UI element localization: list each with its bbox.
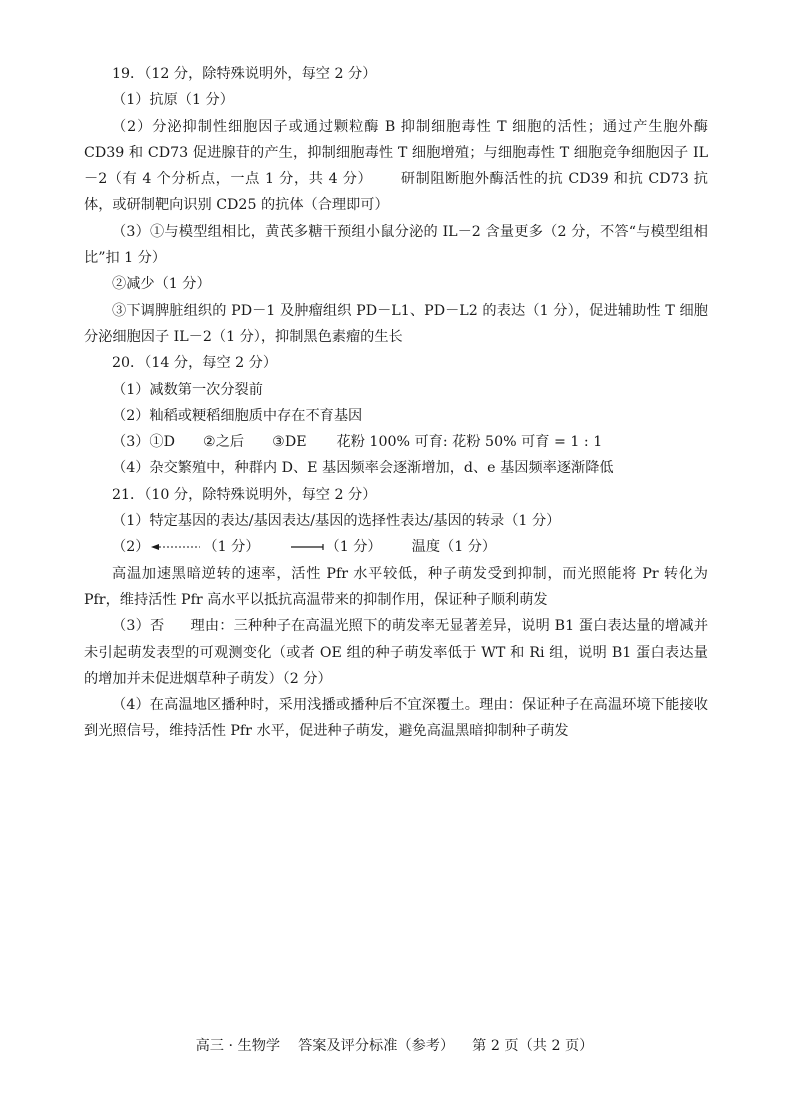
q21-part3 <box>84 613 708 692</box>
footer-title: 答案及评分标准（参考） <box>298 1038 455 1054</box>
page-footer <box>0 1036 789 1056</box>
q20-part3-answer-c: ③DE <box>272 434 307 451</box>
dashed-arrow-icon <box>151 542 201 552</box>
q19-part2 <box>84 114 708 219</box>
q21-part2 <box>84 534 708 560</box>
q21-part3-label: （3）否 <box>112 618 165 635</box>
q19-part3-a: （3）①与模型组相比，黄芪多糖干预组小鼠分泌的 IL－2 含量更多（2 分，不答“与模型组相比”扣 1 分） <box>84 223 708 267</box>
q21-part2-score-b: （1 分） <box>325 539 382 556</box>
q19-part3-c: ③下调脾脏组织的 PD－1 及肿瘤组织 PD－L1、PD－L2 的表达（1 分），促进辅助性 T 细胞分泌细胞因子 IL－2（1 分），抑制黑色素瘤的生长 <box>84 302 708 345</box>
q19-header: 19．（12 分，除特殊说明外，每空 2 分） <box>112 66 377 82</box>
q21-part2-score-a: （1 分） <box>203 539 260 556</box>
solid-inhibition-line-icon <box>290 542 324 552</box>
q20-part1: （1）减数第一次分裂前 <box>112 381 263 398</box>
q20-part4: （4）杂交繁殖中，种群内 D、E 基因频率会逐渐增加，d、e 基因频率逐渐降低 <box>112 460 614 477</box>
footer-subject: 高三 · 生物学 <box>195 1038 281 1054</box>
q20-part3-label: （3） <box>112 434 150 451</box>
q21-part3-reason: 理由：三种种子在高温光照下的萌发率无显著差异，说明 B1 蛋白表达量的增减并未引起萌发表型的可观测变化（或者 OE 组的种子萌发率低于 WT 和 Ri 组，说明 B1 蛋白表达量的增加并未促进烟草种子萌发）（2 分） <box>84 618 709 687</box>
q20-part2: （2）籼稻或粳稻细胞质中存在不育基因 <box>112 407 363 424</box>
q19-part2-suggestion: 研制阻断胞外酶活性的抗 CD39 和抗 CD73 抗体，或研制靶向识别 CD25 的抗体（合理即可） <box>84 171 708 214</box>
q21-part2-label: （2） <box>112 539 150 556</box>
q19-part3-b: ②减少（1 分） <box>112 276 211 293</box>
q19-part1: （1）抗原（1 分） <box>112 92 234 109</box>
answer-content <box>84 61 708 745</box>
q21-header: 21．（10 分，除特殊说明外，每空 2 分） <box>112 486 377 503</box>
q20-part3 <box>84 429 708 455</box>
q19-part2-analysis: （2）分泌抑制性细胞因子或通过颗粒酶 B 抑制细胞毒性 T 细胞的活性；通过产生胞外酶 CD39 和 CD73 促进腺苷的产生，抑制细胞毒性 T 细胞增殖；与细胞毒性 T 细胞竞争细胞因子 IL－2（有 4 个分析点，一点 1 分，共 4 分） <box>84 118 708 188</box>
q21-part2-answer-c: 温度（1 分） <box>411 539 497 556</box>
q20-header: 20．（14 分，每空 2 分） <box>112 355 278 372</box>
q20-part3-answer-b: ②之后 <box>202 434 245 451</box>
q21-part2-explanation: 高温加速黑暗逆转的速率，活性 Pfr 水平较低，种子萌发受到抑制，而光照能将 Pr 转化为 Pfr，维持活性 Pfr 高水平以抵抗高温带来的抑制作用，保证种子顺利萌发 <box>84 565 708 608</box>
footer-page-number: 第 2 页（共 2 页） <box>472 1038 594 1054</box>
q21-part1: （1）特定基因的表达/基因表达/基因的选择性表达/基因的转录（1 分） <box>112 513 561 530</box>
q21-part4: （4）在高温地区播种时，采用浅播或播种后不宜深覆土。理由：保证种子在高温环境下能接收到光照信号，维持活性 Pfr 水平，促进种子萌发，避免高温黑暗抑制种子萌发 <box>84 697 708 740</box>
q20-part3-answer-d: 花粉 100% 可育: 花粉 50% 可育 = 1 : 1 <box>336 434 603 451</box>
q20-part3-answer-a: ①D <box>149 434 175 451</box>
